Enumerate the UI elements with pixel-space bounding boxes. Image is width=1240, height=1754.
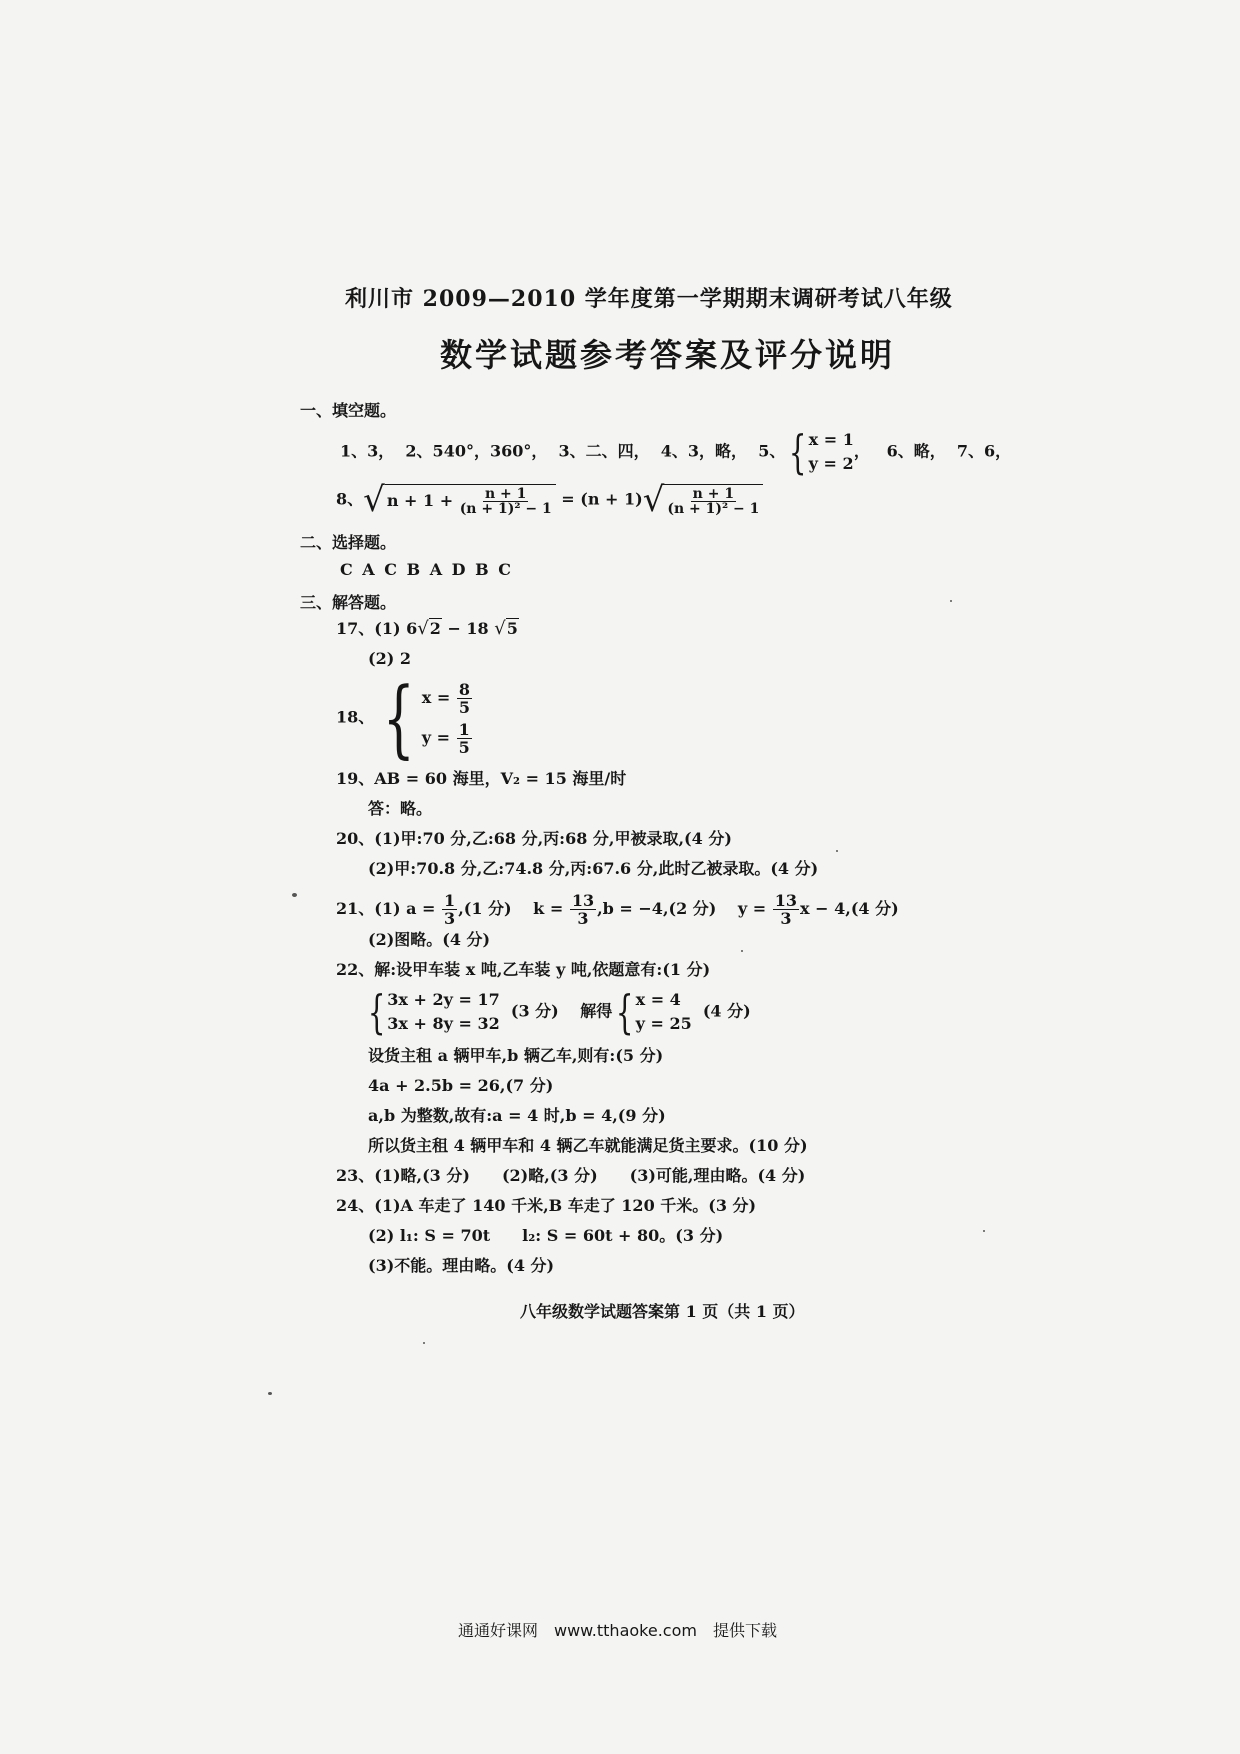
q20-line1: 20、(1)甲:70 分,乙:68 分,丙:68 分,甲被录取,(4 分): [336, 829, 732, 848]
q21-line2: (2)图略。(4 分): [368, 930, 491, 949]
q18-y-row: [422, 718, 473, 758]
q21-pre: 21、(1) a =: [336, 899, 436, 918]
q18-system: [422, 678, 473, 758]
fill-a1: 1、3，: [340, 441, 395, 461]
q22-line1: 22、解:设甲车装 x 吨,乙车装 y 吨,依题意有:(1 分): [336, 960, 711, 979]
q21-yn: 13: [774, 891, 798, 910]
scan-speck: [983, 1230, 985, 1232]
doc-title-line1: 利川市 2009—2010 学年度第一学期期末调研考试八年级: [345, 286, 953, 312]
q18-x-row: [422, 678, 473, 718]
brace-icon: {: [367, 985, 386, 1039]
q17-radicand2: 5: [506, 619, 518, 638]
q21-m3: x − 4,(4 分): [800, 899, 899, 918]
fill-a5-y: y = 2: [808, 454, 854, 473]
q18-yd: 5: [458, 738, 470, 757]
q19-line1: 19、AB = 60 海里，V₂ = 15 海里/时: [336, 769, 627, 788]
fill-answer-8: [336, 480, 763, 520]
q23-line1: 23、(1)略,(3 分) (2)略,(3 分) (3)可能,理由略。(4 分): [336, 1166, 806, 1185]
q17-part2: (2) 2: [368, 649, 411, 668]
scan-speck: [741, 950, 743, 952]
fill-a8-den: (n + 1)² − 1: [459, 501, 552, 517]
q18-x: x =: [421, 688, 451, 707]
q21-k-frac: [570, 892, 596, 927]
scan-speck: [950, 600, 952, 602]
q18-yn: 1: [458, 720, 470, 739]
q22-s1: x = 4: [635, 990, 681, 1009]
fill-a8-label: 8、: [336, 489, 364, 509]
q22-equations: [387, 988, 499, 1036]
fill-a8-term: n + 1 +: [386, 491, 454, 510]
fill-a7: 7、6，: [956, 441, 1012, 461]
scan-speck: [836, 850, 838, 852]
q20-line2: (2)甲:70.8 分,乙:74.8 分,丙:67.6 分,此时乙被录取。(4 分): [368, 859, 819, 878]
q21-kn: 13: [571, 891, 595, 910]
q22-s2: y = 25: [635, 1014, 692, 1033]
q21-a-frac: [442, 892, 457, 927]
fill-a6: 6、略，: [886, 441, 946, 461]
q21-m1: ,(1 分) k =: [458, 899, 564, 918]
q21-m2: ,b = −4,(2 分) y =: [597, 899, 767, 918]
fill-a8-den2: (n + 1)² − 1: [667, 501, 760, 517]
choice-answers: C A C B A D B C: [340, 560, 513, 579]
q18-x-frac: [457, 681, 472, 716]
sqrt-icon: √ n + 1 + $\frac{n + 1}{\text{(n + 1)² − 1}}$: [363, 484, 556, 516]
q22-system: [364, 985, 751, 1039]
site-credit: 通通好课网 www.tthaoke.com 提供下载: [458, 1621, 777, 1640]
brace-icon: {: [382, 669, 416, 767]
brace-icon: {: [616, 985, 634, 1039]
q22-line6: 所以货主租 4 辆甲车和 4 辆乙车就能满足货主要求。(10 分): [368, 1136, 808, 1155]
fill-a3: 3、二、四，: [558, 441, 650, 461]
section-solve-header: 三、解答题。: [300, 593, 397, 612]
brace-icon: {: [789, 425, 807, 479]
fill-a4: 4、3，略，: [660, 441, 748, 461]
fill-a2: 2、540°，360°，: [405, 441, 548, 461]
section-choice-header: 二、选择题。: [300, 533, 397, 552]
q21-line1: [336, 892, 899, 927]
scan-speck: [292, 893, 297, 897]
fill-answers-line1: 1、3， 2、540°，360°， 3、二、四， 4、3，略， 5、{ x = 1 y = 2 ， 6、略， 7、6，: [340, 425, 1012, 479]
q18-solution: [336, 669, 473, 767]
fill-a8-equals: = (n + 1): [561, 489, 643, 509]
q22-m2: (4 分): [702, 1001, 751, 1021]
fill-a8-num2: n + 1: [692, 486, 735, 502]
q22-line4: 4a + 2.5b = 26,(7 分): [368, 1076, 554, 1095]
q24-line2: (2) l₁: S = 70t l₂: S = 60t + 80。(3 分): [368, 1226, 724, 1245]
q22-e2: 3x + 8y = 32: [387, 1014, 500, 1033]
section-fill-header: 一、填空题。: [300, 401, 397, 420]
page-footer: 八年级数学试题答案第 1 页（共 1 页）: [520, 1302, 805, 1321]
q22-m1: (3 分) 解得: [510, 1001, 613, 1021]
q21-an: 1: [444, 891, 456, 910]
q18-y-frac: [457, 721, 472, 756]
fill-a8-fraction: [460, 487, 552, 516]
scan-speck: [423, 1342, 425, 1344]
q17-radicand1: 2: [429, 619, 441, 638]
q24-line1: 24、(1)A 车走了 140 千米,B 车走了 120 千米。(3 分): [336, 1196, 757, 1215]
q17-p1-pre: 17、(1) 6: [336, 619, 418, 638]
q22-line3: 设货主租 a 辆甲车,b 辆乙车,则有:(5 分): [368, 1046, 664, 1065]
fill-a8-fraction2: [667, 487, 759, 516]
q18-xn: 8: [458, 680, 470, 699]
q24-line3: (3)不能。理由略。(4 分): [368, 1256, 555, 1275]
fill-a8-num: n + 1: [484, 486, 527, 502]
scan-speck: [268, 1392, 272, 1395]
q17-part1: [336, 619, 519, 639]
q21-y-frac: [773, 892, 799, 927]
doc-title-line2: 数学试题参考答案及评分说明: [440, 336, 896, 374]
q18-y: y =: [421, 728, 451, 747]
q18-xd: 5: [458, 698, 470, 717]
q21-kd: 3: [577, 909, 589, 928]
sqrt-icon: √: [494, 618, 506, 639]
q22-line5: a,b 为整数,故有:a = 4 时,b = 4,(9 分): [368, 1106, 666, 1125]
q21-yd: 3: [780, 909, 792, 928]
q19-line2: 答：略。: [368, 799, 433, 818]
q18-label: 18、: [336, 707, 375, 727]
q22-e1: 3x + 2y = 17: [387, 990, 500, 1009]
sqrt-icon: √ $\frac{n + 1}{\text{(n + 1)² − 1}}$: [643, 484, 764, 516]
fill-a5-x: x = 1: [808, 430, 854, 449]
q17-p1-mid: − 18: [441, 619, 489, 638]
fill-a5-label: 5、: [758, 441, 786, 461]
q21-ad: 3: [444, 909, 456, 928]
sqrt-icon: √: [417, 618, 429, 639]
fill-a5-system: [809, 428, 854, 476]
q22-solution: [636, 988, 692, 1036]
